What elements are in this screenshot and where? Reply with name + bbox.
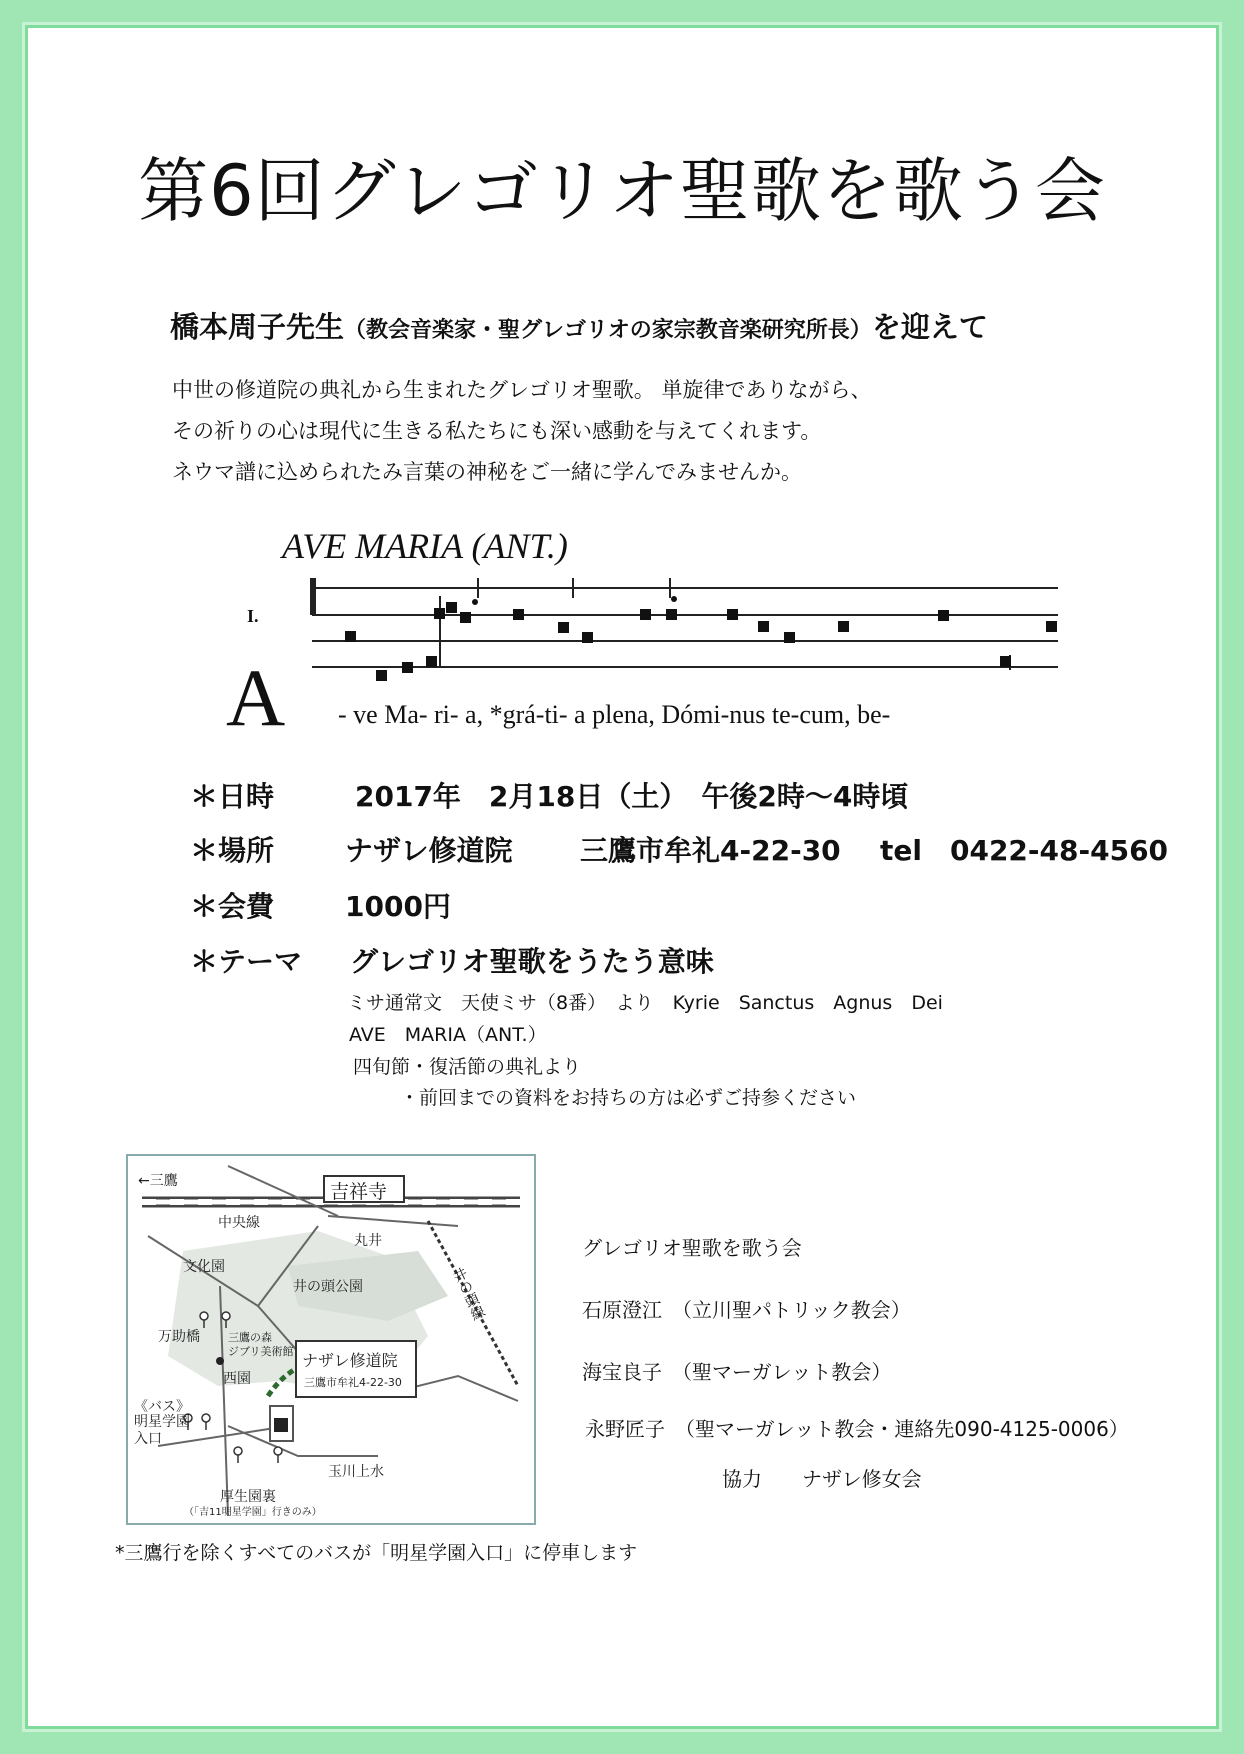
place-name: ナザレ修道院 [345,834,513,867]
map-label-bus: 《バス》 [134,1399,190,1415]
guest-role: （教会音楽家・聖グレゴリオの家宗教音楽研究所長） [344,318,872,343]
map-label-mitaka: ←三鷹 [138,1173,178,1189]
map-label-nazareth: ナザレ修道院 [302,1351,398,1370]
map-label-inokashira-line: 井の頭線 [448,1265,488,1323]
bus-footnote: *三鷹行を除くすべてのバスが「明星学園入口」に停車します [115,1542,638,1564]
theme-detail: ミサ通常文 天使ミサ（8番） より Kyrie Sanctus Agnus Dei [347,992,943,1014]
score-mode: I. [247,606,259,626]
fee-value: 1000円 [345,890,451,923]
theme-value: グレゴリオ聖歌をうたう意味 [350,945,714,978]
map-label-station: 吉祥寺 [330,1181,388,1203]
place-label: ＊場所 [190,834,275,867]
map-label-koseien-note: （「吉11明星学園」行きのみ） [184,1507,322,1518]
map-label-myojo: 明星学園 入口 [134,1414,190,1447]
place-tel: tel 0422-48-4560 [880,834,1169,867]
intro-line: その祈りの心は現代に生きる私たちにも深い感動を与えてくれます。 [172,419,822,443]
guest-suffix: を迎えて [871,310,988,344]
map-label-nazareth-addr: 三鷹市牟礼4-22-30 [304,1376,402,1389]
date-value: 2017年 2月18日（土） 午後2時～4時頃 [355,780,909,813]
organizer-cooperation: 協力 ナザレ修女会 [722,1467,922,1491]
organizer-group: グレゴリオ聖歌を歌う会 [582,1236,802,1260]
map-label-mansuke: 万助橋 [158,1329,200,1345]
organizer-contact: 永野匠子 （聖マーガレット教会・連絡先090-4125-0006） [585,1417,1129,1441]
event-title: 第6回グレゴリオ聖歌を歌う会 [138,150,1106,232]
map-label-chuo: 中央線 [218,1215,260,1231]
fee-label: ＊会費 [190,890,275,923]
theme-detail: AVE MARIA（ANT.） [349,1024,547,1046]
theme-detail: 四旬節・復活節の典礼より [353,1056,582,1078]
access-map [126,1154,536,1525]
guest-name: 橋本周子先生 [170,310,345,344]
score-title: AVE MARIA (ANT.) [282,526,568,566]
organizer-item: 石原澄江 （立川聖パトリック教会） [582,1298,911,1322]
guest-line [170,305,988,346]
map-label-tamagawa: 玉川上水 [328,1464,384,1480]
map-label-marui: 丸井 [354,1233,382,1249]
staff-lines [312,578,1058,670]
theme-note: ・前回までの資料をお持ちの方は必ずご持参ください [400,1087,857,1109]
map-label-nishien: 西園 [223,1371,251,1387]
score-initial: A [226,652,286,743]
organizer-item: 海宝良子 （聖マーガレット教会） [582,1360,892,1384]
theme-label: ＊テーマ [190,945,303,978]
intro-line: ネウマ譜に込められたみ言葉の神秘をご一緒に学んでみませんか。 [172,460,802,484]
map-label-bunkaen: 文化園 [183,1259,225,1275]
map-label-koseien: 厚生園裏 [220,1489,276,1505]
score-lyrics: - ve Ma- ri- a, *grá-ti- a plena, Dómi-nus te-cum, be- [338,700,891,729]
intro-line: 中世の修道院の典礼から生まれたグレゴリオ聖歌。 単旋律でありながら、 [172,378,872,402]
neumes [345,596,1057,681]
intro-text [172,370,871,493]
chant-score [220,520,1070,745]
place-address: 三鷹市牟礼4-22-30 [580,834,841,867]
map-label-park: 井の頭公園 [293,1279,363,1295]
map-label-ghibli: 三鷹の森 ジブリ美術館 [228,1331,294,1358]
date-label: ＊日時 [190,780,275,813]
